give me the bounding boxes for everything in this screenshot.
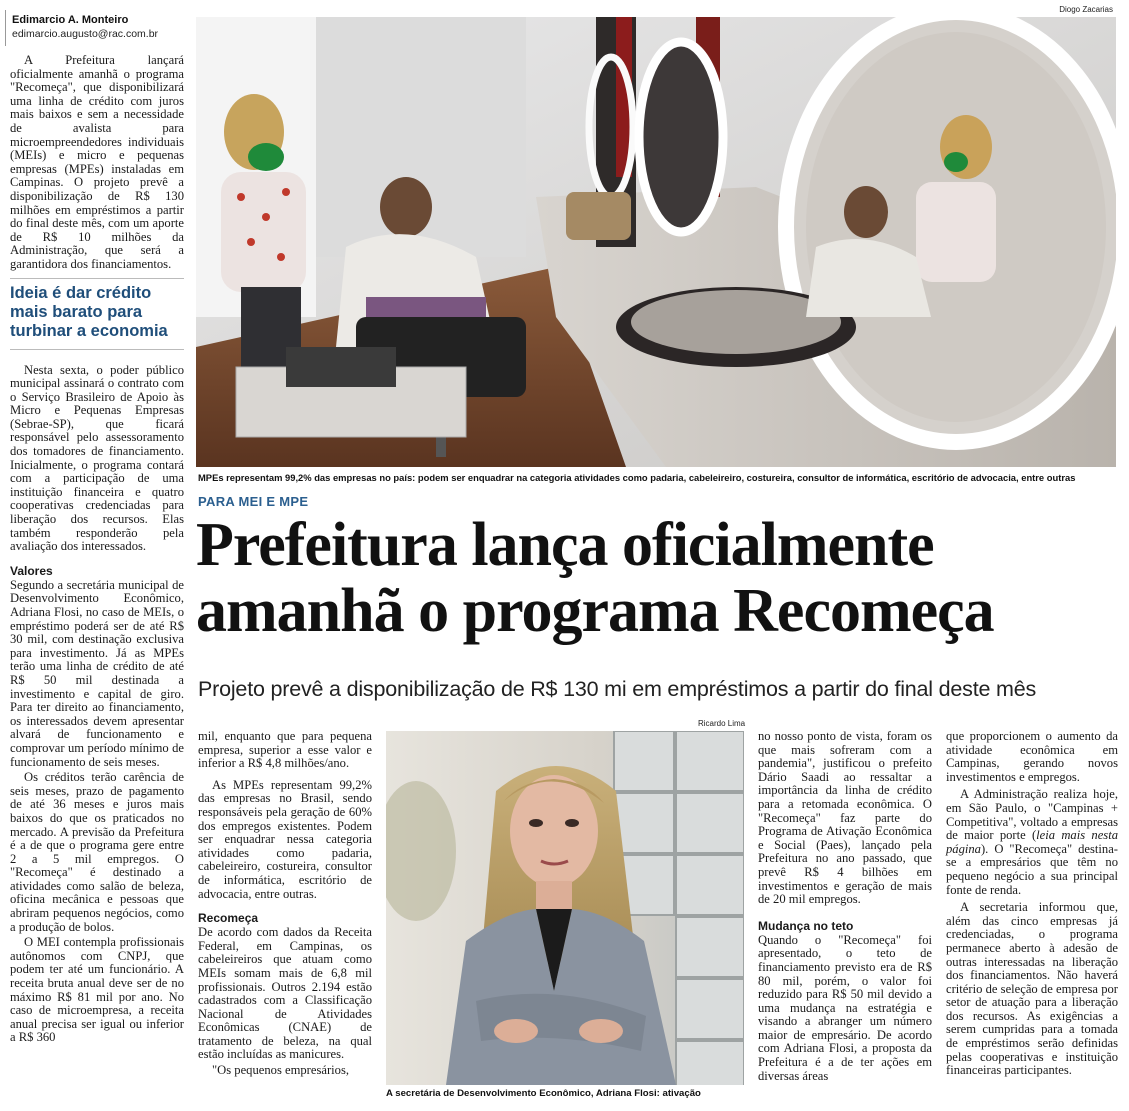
col2-paragraph-1: mil, enquanto que para pequena empresa, superior a esse valor e inferior a R$ 4,8 milhões/ano. <box>198 729 372 771</box>
top-photo-caption: MPEs representam 99,2% das empresas no país: podem ser enquadrar na categoria atividades como padaria, cabeleireiro, costureira, consultor de informática, escritório de advocacia, entre outras <box>198 472 1076 483</box>
col2-paragraph-4: "Os pequenos empresários, <box>212 1063 349 1078</box>
subhead-recomeca: Recomeça <box>198 911 259 926</box>
left-paragraph-3: Os créditos terão carência de seis meses, prazo de pagamento de até 36 meses e juros mais baixos do que os praticados no mercado. A previsão da Prefeitura é a de que o programa gere entre 2 a 5 mil empregos. O "Recomeça" é destinado a atividades como salão de beleza, oficina mecânica e pessoas que abriram pequenos negócios, como a produção de bolos. <box>10 770 184 934</box>
column-3 <box>758 730 932 1085</box>
top-photo-credit: Diogo Zacarias <box>1059 5 1113 14</box>
portrait-caption: A secretária de Desenvolvimento Econômico, Adriana Flosi: ativação <box>386 1088 701 1099</box>
col4-paragraph-2-end: ). O "Recomeça" destina-se a empresários que têm no pequeno negócio a sua principal fonte de renda. <box>946 841 1118 897</box>
kicker: PARA MEI E MPE <box>198 494 309 509</box>
see-more-reference: leia mais nesta página <box>946 828 1118 856</box>
left-paragraph-1: Nesta sexta, o poder público municipal assinará o contrato com o Serviço Brasileiro de Apoio às Micro e Pequenas Empresas (Sebrae-SP), que ficará responsável pelo assessoramento dos tomadores de financiamento. Inicialmente, o programa contará com a participação de uma instituição financeira e quatro cooperativas credenciadas para liberação dos recursos. Elas também responderão pela avaliação dos interessados. <box>10 362 184 554</box>
headline-line-1: Prefeitura lança oficialmente <box>196 511 934 579</box>
col3-paragraph-1: no nosso ponto de vista, foram os que mais sofreram com a pandemia", justificou o prefeito Dário Saadi ao ressaltar a importância da linha de crédito para a retomada econômica. O "Recomeça" faz parte do Programa de Ativação Econômica e Social (Paes), lançado pela Prefeitura no ano passado, que prevê R$ 4 bilhões em investimentos e geração de mais de 20 mil empregos. <box>758 729 932 907</box>
left-paragraph-2: Segundo a secretária municipal de Desenvolvimento Econômico, Adriana Flosi, no caso de MEIs, o empréstimo poderá ser de até R$ 30 mil, com destinação exclusiva para investimento. Já as MPEs terão uma linha de crédito de até R$ 50 mil destinada a investimento e capital de giro. Para ter direito ao financiamento, os interessados devem apresentar alvará de funcionamento e comprovar um período mínimo de funcionamento de seis meses. <box>10 577 184 769</box>
left-paragraph-4: O MEI contempla profissionais autônomos com CNPJ, que podem ter até um funcionário. A receita bruta anual deve ser de no máximo R$ 81 mil por ano. No caso de microempresa, a receita anual precisa ser igual ou inferior a R$ 360 <box>10 935 184 1045</box>
portrait-credit: Ricardo Lima <box>698 719 746 728</box>
subhead-mudanca-no-teto: Mudança no teto <box>758 918 854 933</box>
left-column <box>10 54 184 1047</box>
col4-paragraph-2-start: A Administração realiza hoje, em São Paulo, o "Campinas + Competitiva", voltado a empresas de maior porte ( <box>946 787 1118 843</box>
col2-paragraph-3: De acordo com dados da Receita Federal, em Campinas, os cabeleireiros que atuam como MEIs somam mais de 6,8 mil profissionais. Outros 2.194 estão cadastrados com a Classificação Nacional de Atividades Econômicas (CNAE) de tratamento de beleza, na qual estão incluídas as manicures. <box>198 925 372 1062</box>
subheadline: Projeto prevê a disponibilização de R$ 130 mi em empréstimos a partir do final deste mês <box>198 677 1037 701</box>
col4-paragraph-3: A secretaria informou que, além das cinco empresas já credenciadas, o programa permanece aberto à adesão de outras interessadas na liberação dos financiamentos. Não haverá critério de seleção de empresa por setor de atuação para a liberação dos recursos. As exigências a serem cumpridas para a tomada de empréstimos serão definidas pelas cooperativas e instituição financeiras participantes. <box>946 900 1118 1078</box>
column-2 <box>198 730 372 1080</box>
top-photo <box>196 17 1116 467</box>
byline-email[interactable]: edimarcio.augusto@rac.com.br <box>12 28 159 40</box>
headline <box>196 512 1126 644</box>
byline <box>12 14 182 40</box>
highlight-text: Ideia é dar crédito mais barato para turbinar a economia <box>10 283 168 340</box>
intro-paragraph: A Prefeitura lançará oficialmente amanhã o programa "Recomeça", que disponibilizará uma linha de crédito com juros mais baixos e sem a necessidade de avalista para microempreendedores individuais (MEIs) e micro e pequenas empresas (MPEs) instaladas em Campinas. O projeto prevê a disponibilização de R$ 130 milhões em empréstimos a partir do final deste mês, com um aporte de R$ 10 milhões da Administração, que será a garantidora dos financiamentos. <box>10 53 184 271</box>
headline-line-2: amanhã o programa Recomeça <box>196 577 994 645</box>
byline-author: Edimarcio A. Monteiro <box>12 14 129 26</box>
col3-paragraph-2: Quando o "Recomeça" foi apresentado, o teto de financiamento previsto era de R$ 80 mil, porém, o valor foi reduzido para R$ 50 mil devido a uma mudança na estratégia e visando a abranger um número maior de empresário. De acordo com Adriana Flosi, a proposta da Prefeitura é a de ter ações em diversas áreas <box>758 932 932 1083</box>
highlight-box <box>10 278 184 350</box>
column-4 <box>946 730 1118 1080</box>
col4-paragraph-1: que proporcionem o aumento da atividade econômica em Campinas, gerando novos investimentos e empregos. <box>946 729 1118 784</box>
col4-paragraph-2 <box>946 788 1118 897</box>
col2-paragraph-2: As MPEs representam 99,2% das empresas no Brasil, sendo responsáveis pela geração de 60% dos empregos existentes. Podem ser enquadrar nessa categoria atividades como padaria, cabeleireiro, costureira, consultor de informática, escritório de advocacia, entre outras. <box>198 777 372 901</box>
subhead-valores: Valores <box>10 563 53 578</box>
byline-divider <box>5 10 6 46</box>
portrait-photo <box>386 731 744 1085</box>
